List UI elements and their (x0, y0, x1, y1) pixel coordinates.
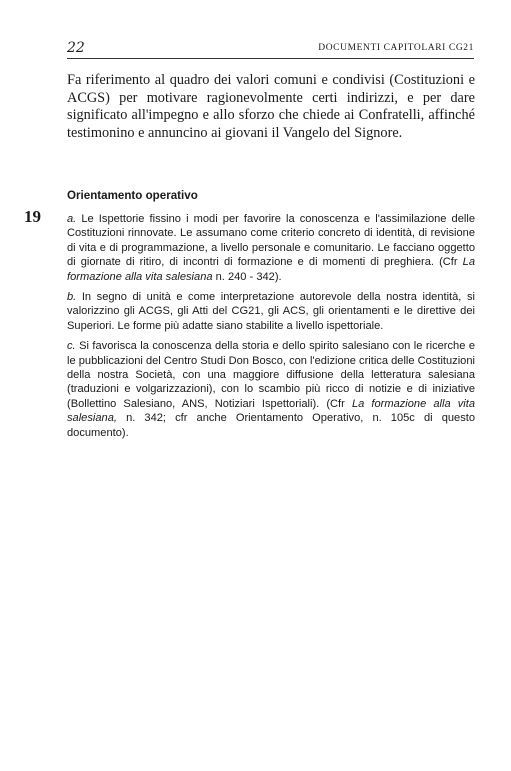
item-italic-title: La formazione alla vita salesiana, (67, 397, 475, 425)
item-letter: a. (67, 213, 77, 225)
item-letter: b. (67, 291, 77, 304)
item-text: In segno di unità e come interpretazione autorevole della nostra identità, si valorizzino gli ACGS, gli Atti del CG21, gli ACS, gli orientamenti e le direttive dei Superiori. Le forme più adatte siano stabilite a livello ispettoriale. (67, 291, 475, 332)
item-a (67, 212, 475, 284)
item-text: Le Ispettorie fissino i modi per favorire la conoscenza e l'assimilazione delle Costituzioni rinnovate. Le assumano come criterio concreto di identità, di revisione di vita e di programmazione, a livello personale e comunitario. Le facciano oggetto di giornate di ritiro, di incontri di formazione e di momenti di preghiera. (Cfr (67, 213, 475, 269)
page-number: 22 (67, 40, 85, 56)
item-text-end: n. 342; cfr anche Orientamento Operativo, n. 105c di questo documento). (67, 412, 475, 439)
item-italic-title: La formazione alla vita salesiana (67, 256, 475, 283)
header-rule (67, 58, 474, 59)
item-c (67, 339, 475, 440)
orientation-items (67, 212, 475, 446)
item-text: Si favorisca la conoscenza della storia e dello spirito salesiano con le ricerche e le pubblicazioni del Centro Studi Don Bosco, con l'edizione critica delle Costituzioni della nostra Società, con una maggiore diffusione della letteratura salesiana (traduzioni e volgarizzazioni), con lo scambio più ricco di notizie e di iniziative (Bollettino Salesiano, ANS, Notiziari Ispettoriali). (Cfr (67, 340, 475, 410)
item-b (67, 290, 475, 333)
intro-paragraph: Fa riferimento al quadro dei valori comuni e condivisi (Costituzioni e ACGS) per motivare ragionevolmente certi indirizzi, e per dare significato all'impegno e allo sforzo che chiede ai Confratelli, affinché testimonino e annuncino ai giovani il Vangelo del Signore. (67, 72, 475, 141)
margin-number: 19 (24, 207, 41, 226)
running-head: DOCUMENTI CAPITOLARI CG21 (318, 43, 474, 53)
item-letter: c. (67, 340, 76, 353)
section-heading: Orientamento operativo (67, 189, 198, 202)
item-text-end: n. 240 - 342). (212, 270, 282, 283)
